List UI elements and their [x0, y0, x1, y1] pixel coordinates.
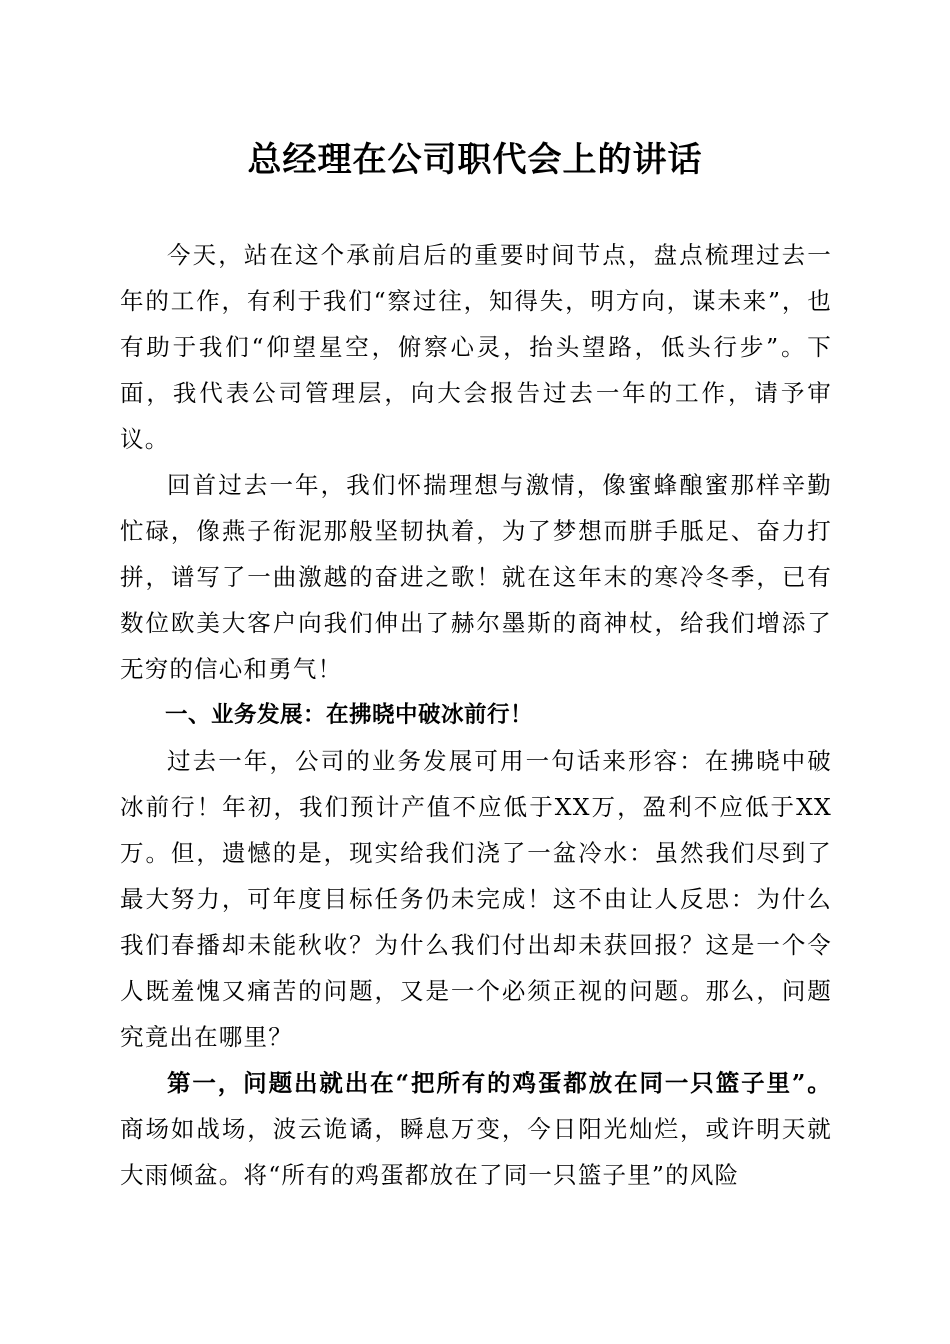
section-heading: 一、业务发展：在拂晓中破冰前行！ — [165, 702, 534, 728]
document-title: 总经理在公司职代会上的讲话 — [247, 140, 703, 180]
paragraph-review: 回首过去一年，我们怀揣理想与激情，像蜜蜂酿蜜那样辛勤忙碌，像燕子衔泥那般坚韧执着，为了梦想而胼手胝足、奋力打拼，谱写了一曲激越的奋进之歌！就在这年末的寒冷冬季，已有数位欧美大客户向我们伸出了赫尔墨斯的商神杖，给我们增添了无穷的信心和勇气！ — [120, 471, 832, 683]
point-one-lead: 第一，问题出就出在“把所有的鸡蛋都放在同一只篮子里”。 — [167, 1069, 832, 1097]
paragraph-business: 过去一年，公司的业务发展可用一句话来形容：在拂晓中破冰前行！年初，我们预计产值不应低于XX万，盈利不应低于XX万。但，遗憾的是，现实给我们浇了一盆冷水：虽然我们尽到了最大努力，可年度目标任务仍未完成！这不由让人反思：为什么我们春播却未能秋收？为什么我们付出却未获回报？这是一个令人既羞愧又痛苦的问题，又是一个必须正视的问题。那么，问题究竟出在哪里？ — [120, 747, 832, 1051]
point-one-text: 商场如战场，波云诡谲，瞬息万变，今日阳光灿烂，或许明天就大雨倾盆。将“所有的鸡蛋都放在了同一只篮子里”的风险 — [120, 1115, 832, 1189]
paragraph-opening: 今天，站在这个承前启后的重要时间节点，盘点梳理过去一年的工作，有利于我们“察过往，知得失，明方向，谋未来”，也有助于我们“仰望星空，俯察心灵，抬头望路，低头行步”。下面，我代表公司管理层，向大会报告过去一年的工作，请予审议。 — [120, 241, 832, 453]
document-body — [120, 232, 832, 1198]
paragraph-point-one — [120, 1060, 832, 1198]
